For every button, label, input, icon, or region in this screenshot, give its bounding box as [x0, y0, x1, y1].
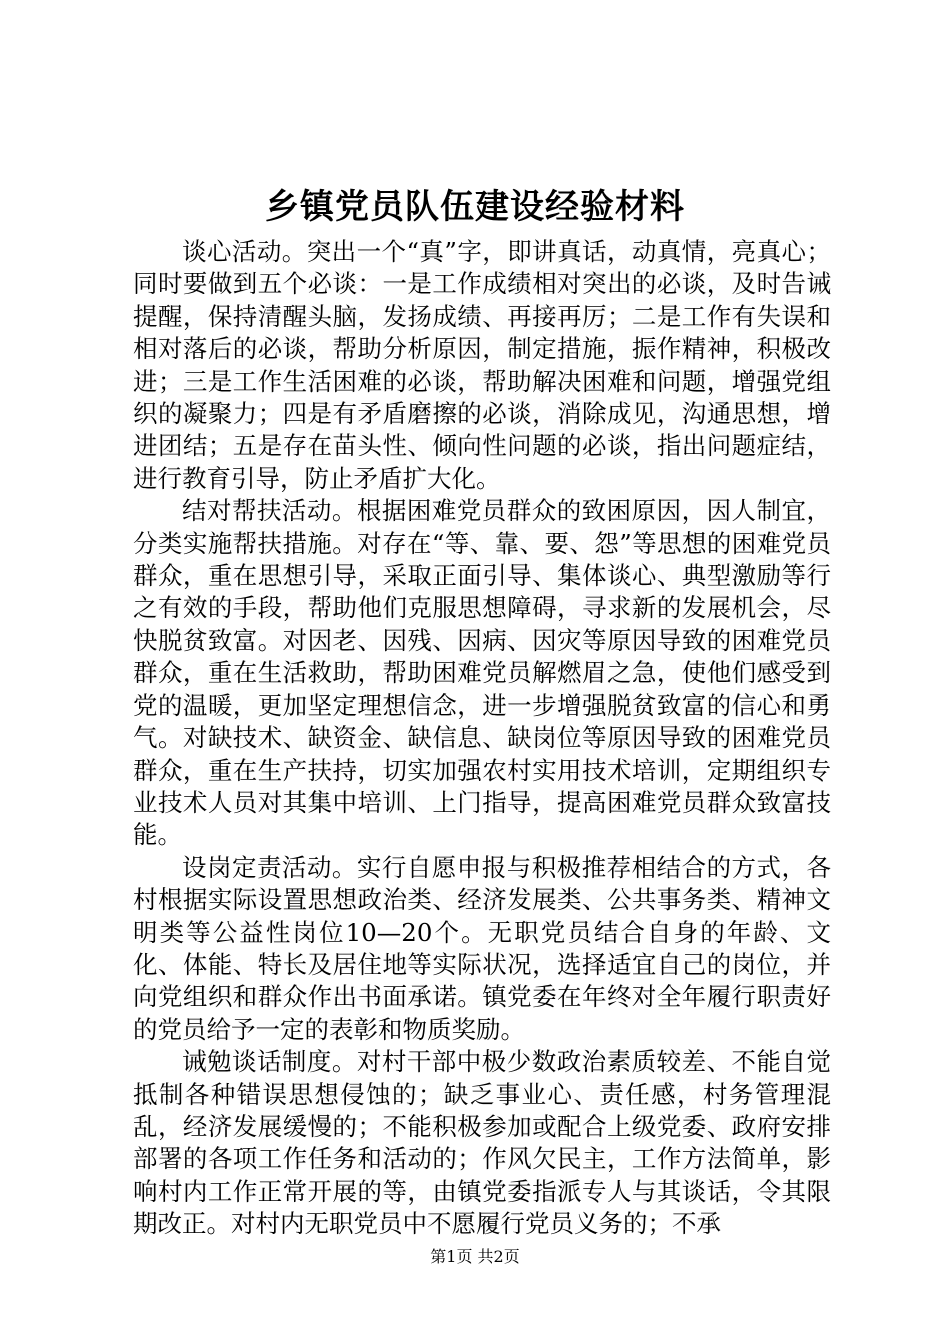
page-number-footer: 第1页 共2页 [430, 1247, 520, 1266]
document-body [133, 236, 831, 1241]
paragraph-admonition-talks: 诫勉谈话制度。对村干部中极少数政治素质较差、不能自觉抵制各种错误思想侵蚀的；缺乏事业心、责任感，村务管理混乱，经济发展缓慢的；不能积极参加或配合上级党委、政府安排部署的各项工作任务和活动的；作风欠民主，工作方法简单，影响村内工作正常开展的等，由镇党委指派专人与其谈话，令其限期改正。对村内无职党员中不愿履行党员义务的；不承 [133, 1047, 831, 1239]
paragraph-heart-to-heart-talks: 谈心活动。突出一个“真”字，即讲真话，动真情，亮真心；同时要做到五个必谈：一是工作成绩相对突出的必谈，及时告诫提醒，保持清醒头脑，发扬成绩、再接再厉；二是工作有失误和相对落后的必谈，帮助分析原因，制定措施，振作精神，积极改进；三是工作生活困难的必谈，帮助解决困难和问题，增强党组织的凝聚力；四是有矛盾磨擦的必谈，消除成见，沟通思想，增进团结；五是存在苗头性、倾向性问题的必谈，指出问题症结，进行教育引导，防止矛盾扩大化。 [133, 237, 831, 493]
paragraph-paired-assistance: 结对帮扶活动。根据困难党员群众的致困原因，因人制宜，分类实施帮扶措施。对存在“等、靠、要、怨”等思想的困难党员群众，重在思想引导，采取正面引导、集体谈心、典型激励等行之有效的手段，帮助他们克服思想障碍，寻求新的发展机会，尽快脱贫致富。对因老、因残、因病、因灾等原因导致的困难党员群众，重在生活救助，帮助困难党员解燃眉之急，使他们感受到党的温暖，更加坚定理想信念，进一步增强脱贫致富的信心和勇气。对缺技术、缺资金、缺信息、缺岗位等原因导致的困难党员群众，重在生产扶持，切实加强农村实用技术培训，定期组织专业技术人员对其集中培训、上门指导，提高困难党员群众致富技能。 [133, 496, 831, 850]
paragraph-post-responsibility: 设岗定责活动。实行自愿申报与积极推荐相结合的方式，各村根据实际设置思想政治类、经济发展类、公共事务类、精神文明类等公益性岗位10—20个。无职党员结合自身的年龄、文化、体能、特长及居住地等实际状况，选择适宜自己的岗位，并向党组织和群众作出书面承诺。镇党委在年终对全年履行职责好的党员给予一定的表彰和物质奖励。 [133, 852, 831, 1044]
document-title: 乡镇党员队伍建设经验材料 [265, 187, 685, 227]
